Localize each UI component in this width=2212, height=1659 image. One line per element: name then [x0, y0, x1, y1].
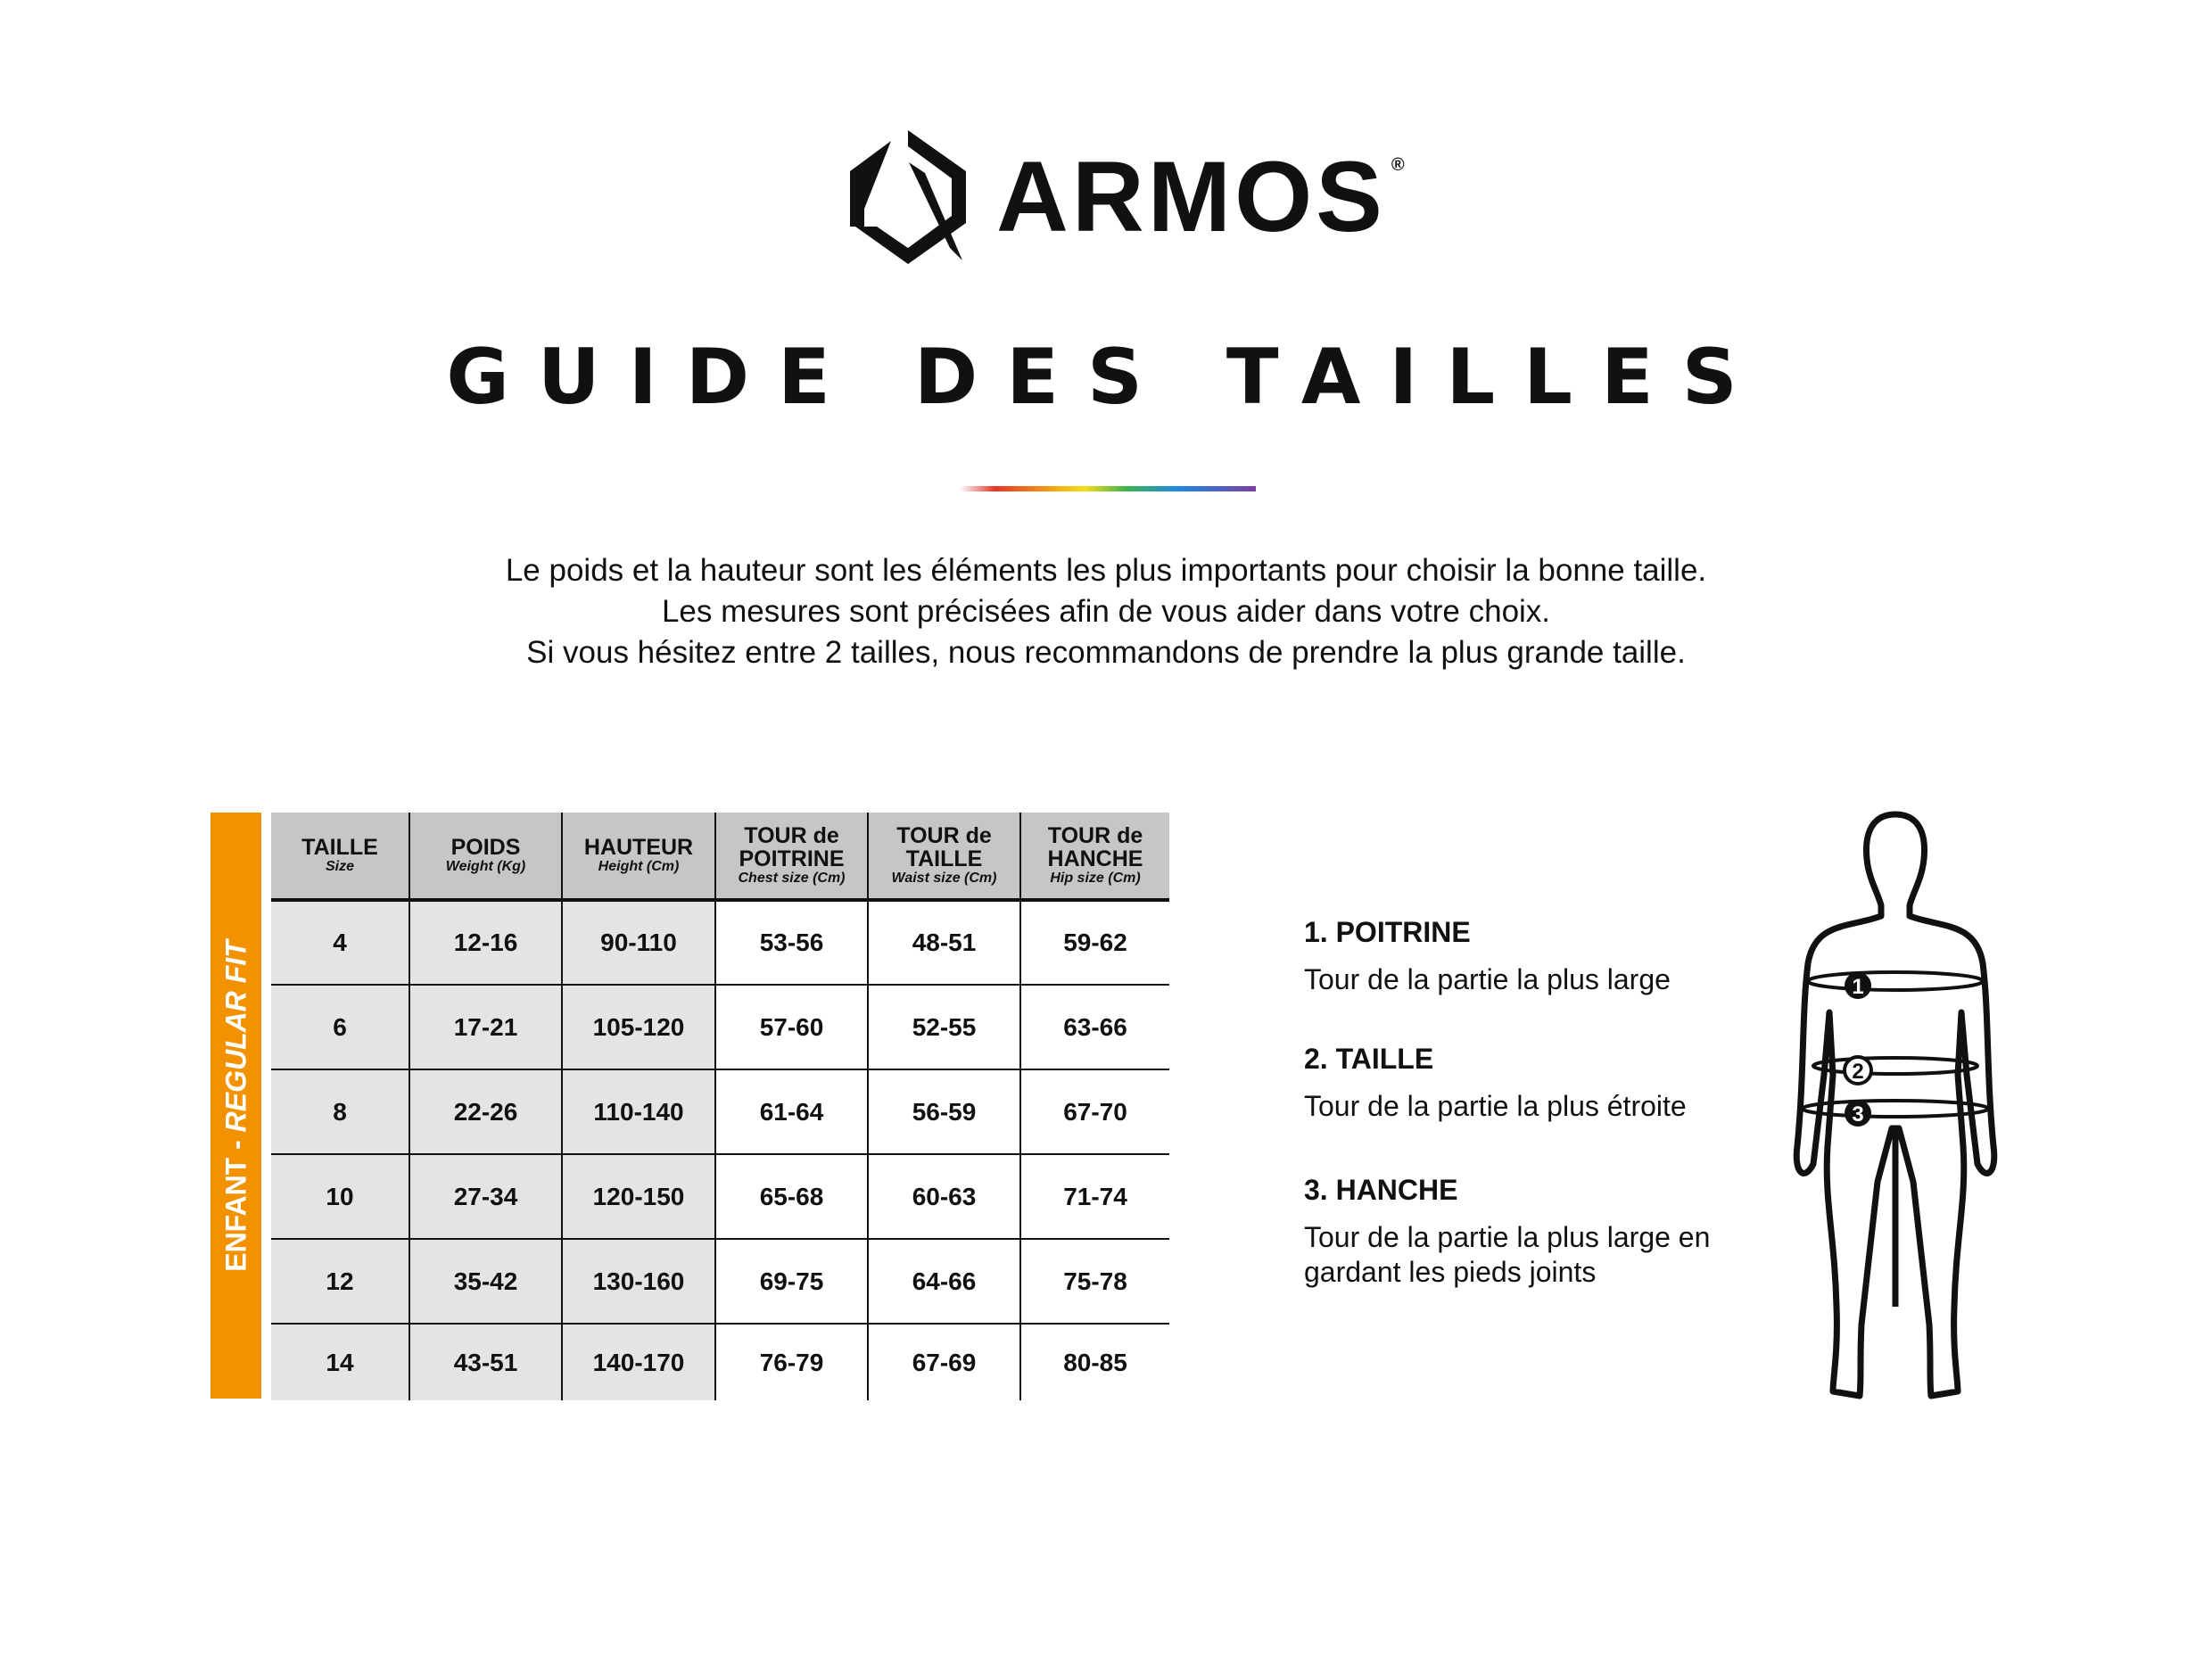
table-cell: 53-56 [715, 900, 868, 985]
intro-line: Les mesures sont précisées afin de vous aider dans votre choix. [661, 594, 1551, 629]
header-sub: Height (Cm) [598, 859, 680, 874]
header-label: TOUR de TAILLE [896, 823, 992, 871]
legend-desc: Tour de la partie la plus large en gardant les pieds joints [1304, 1221, 1711, 1288]
armos-logo-icon [846, 127, 970, 266]
table-cell: 63-66 [1020, 985, 1169, 1069]
table-cell: 10 [271, 1154, 409, 1239]
registered-mark: ® [1391, 155, 1405, 175]
brand-name: ARMOS [996, 141, 1386, 252]
column-header [409, 813, 562, 900]
table-cell: 65-68 [715, 1154, 868, 1239]
marker-1 [1845, 972, 1871, 999]
header-label: TOUR de HANCHE [1047, 823, 1143, 871]
table-cell: 130-160 [562, 1239, 715, 1324]
table-cell: 67-69 [868, 1324, 1020, 1400]
marker-2 [1845, 1057, 1871, 1084]
table-cell: 43-51 [409, 1324, 562, 1400]
intro-line: Le poids et la hauteur sont les éléments les plus importants pour choisir la bonne taille. [505, 553, 1707, 588]
header-sub: Weight (Kg) [445, 859, 526, 874]
legend-waist [1304, 1042, 1768, 1124]
category-main: ENFANT - [219, 1131, 252, 1272]
table-cell: 120-150 [562, 1154, 715, 1239]
column-header [562, 813, 715, 900]
table-cell: 14 [271, 1324, 409, 1400]
table-cell: 4 [271, 900, 409, 985]
size-table [271, 813, 1169, 1400]
header-sub: Waist size (Cm) [891, 871, 997, 886]
table-cell: 27-34 [409, 1154, 562, 1239]
table-cell: 12 [271, 1239, 409, 1324]
legend-desc: Tour de la partie la plus étroite [1304, 1090, 1687, 1122]
legend-title: 2. TAILLE [1304, 1043, 1434, 1075]
table-row [271, 900, 1169, 985]
table-cell: 22-26 [409, 1069, 562, 1154]
column-header [271, 813, 409, 900]
table-row [271, 1069, 1169, 1154]
column-header [715, 813, 868, 900]
table-row [271, 1239, 1169, 1324]
header-label: HAUTEUR [583, 835, 694, 860]
table-cell: 80-85 [1020, 1324, 1169, 1400]
page-title: GUIDE DES TAILLES [446, 333, 1766, 422]
table-cell: 17-21 [409, 985, 562, 1069]
table-cell: 56-59 [868, 1069, 1020, 1154]
table-cell: 52-55 [868, 985, 1020, 1069]
table-cell: 105-120 [562, 985, 715, 1069]
legend-desc: Tour de la partie la plus large [1304, 963, 1671, 995]
column-header [1020, 813, 1169, 900]
table-cell: 110-140 [562, 1069, 715, 1154]
header-label: POIDS [450, 835, 521, 860]
header-sub: Chest size (Cm) [738, 871, 846, 886]
table-cell: 59-62 [1020, 900, 1169, 985]
table-cell: 60-63 [868, 1154, 1020, 1239]
table-row [271, 985, 1169, 1069]
header-label: TAILLE [301, 835, 378, 860]
header-sub: Size [325, 859, 354, 874]
fit-label: REGULAR FIT [219, 939, 252, 1132]
table-cell: 90-110 [562, 900, 715, 985]
table-cell: 140-170 [562, 1324, 715, 1400]
header-label: TOUR de POITRINE [739, 823, 845, 871]
table-row [271, 1154, 1169, 1239]
table-cell: 8 [271, 1069, 409, 1154]
svg-text:2: 2 [1852, 1060, 1864, 1084]
table-cell: 67-70 [1020, 1069, 1169, 1154]
rainbow-divider [960, 486, 1256, 491]
svg-text:1: 1 [1852, 975, 1864, 999]
svg-text:3: 3 [1852, 1102, 1864, 1127]
table-cell: 48-51 [868, 900, 1020, 985]
brand-wordmark [996, 141, 1405, 252]
table-cell: 12-16 [409, 900, 562, 985]
table-cell: 69-75 [715, 1239, 868, 1324]
intro-line: Si vous hésitez entre 2 tailles, nous recommandons de prendre la plus grande taille. [526, 635, 1686, 670]
table-cell: 6 [271, 985, 409, 1069]
header-sub: Hip size (Cm) [1050, 871, 1141, 886]
legend-title: 1. POITRINE [1304, 916, 1471, 948]
intro-text [0, 550, 2212, 673]
legend-hip [1304, 1173, 1768, 1290]
category-label [210, 813, 261, 1399]
table-row [271, 1324, 1169, 1400]
legend-chest [1304, 915, 1768, 997]
table-cell: 57-60 [715, 985, 868, 1069]
table-cell: 61-64 [715, 1069, 868, 1154]
table-cell: 75-78 [1020, 1239, 1169, 1324]
table-cell: 35-42 [409, 1239, 562, 1324]
body-figure [1788, 807, 2002, 1405]
marker-3 [1845, 1100, 1871, 1127]
table-cell: 76-79 [715, 1324, 868, 1400]
table-cell: 71-74 [1020, 1154, 1169, 1239]
table-cell: 64-66 [868, 1239, 1020, 1324]
column-header [868, 813, 1020, 900]
legend-title: 3. HANCHE [1304, 1174, 1458, 1206]
